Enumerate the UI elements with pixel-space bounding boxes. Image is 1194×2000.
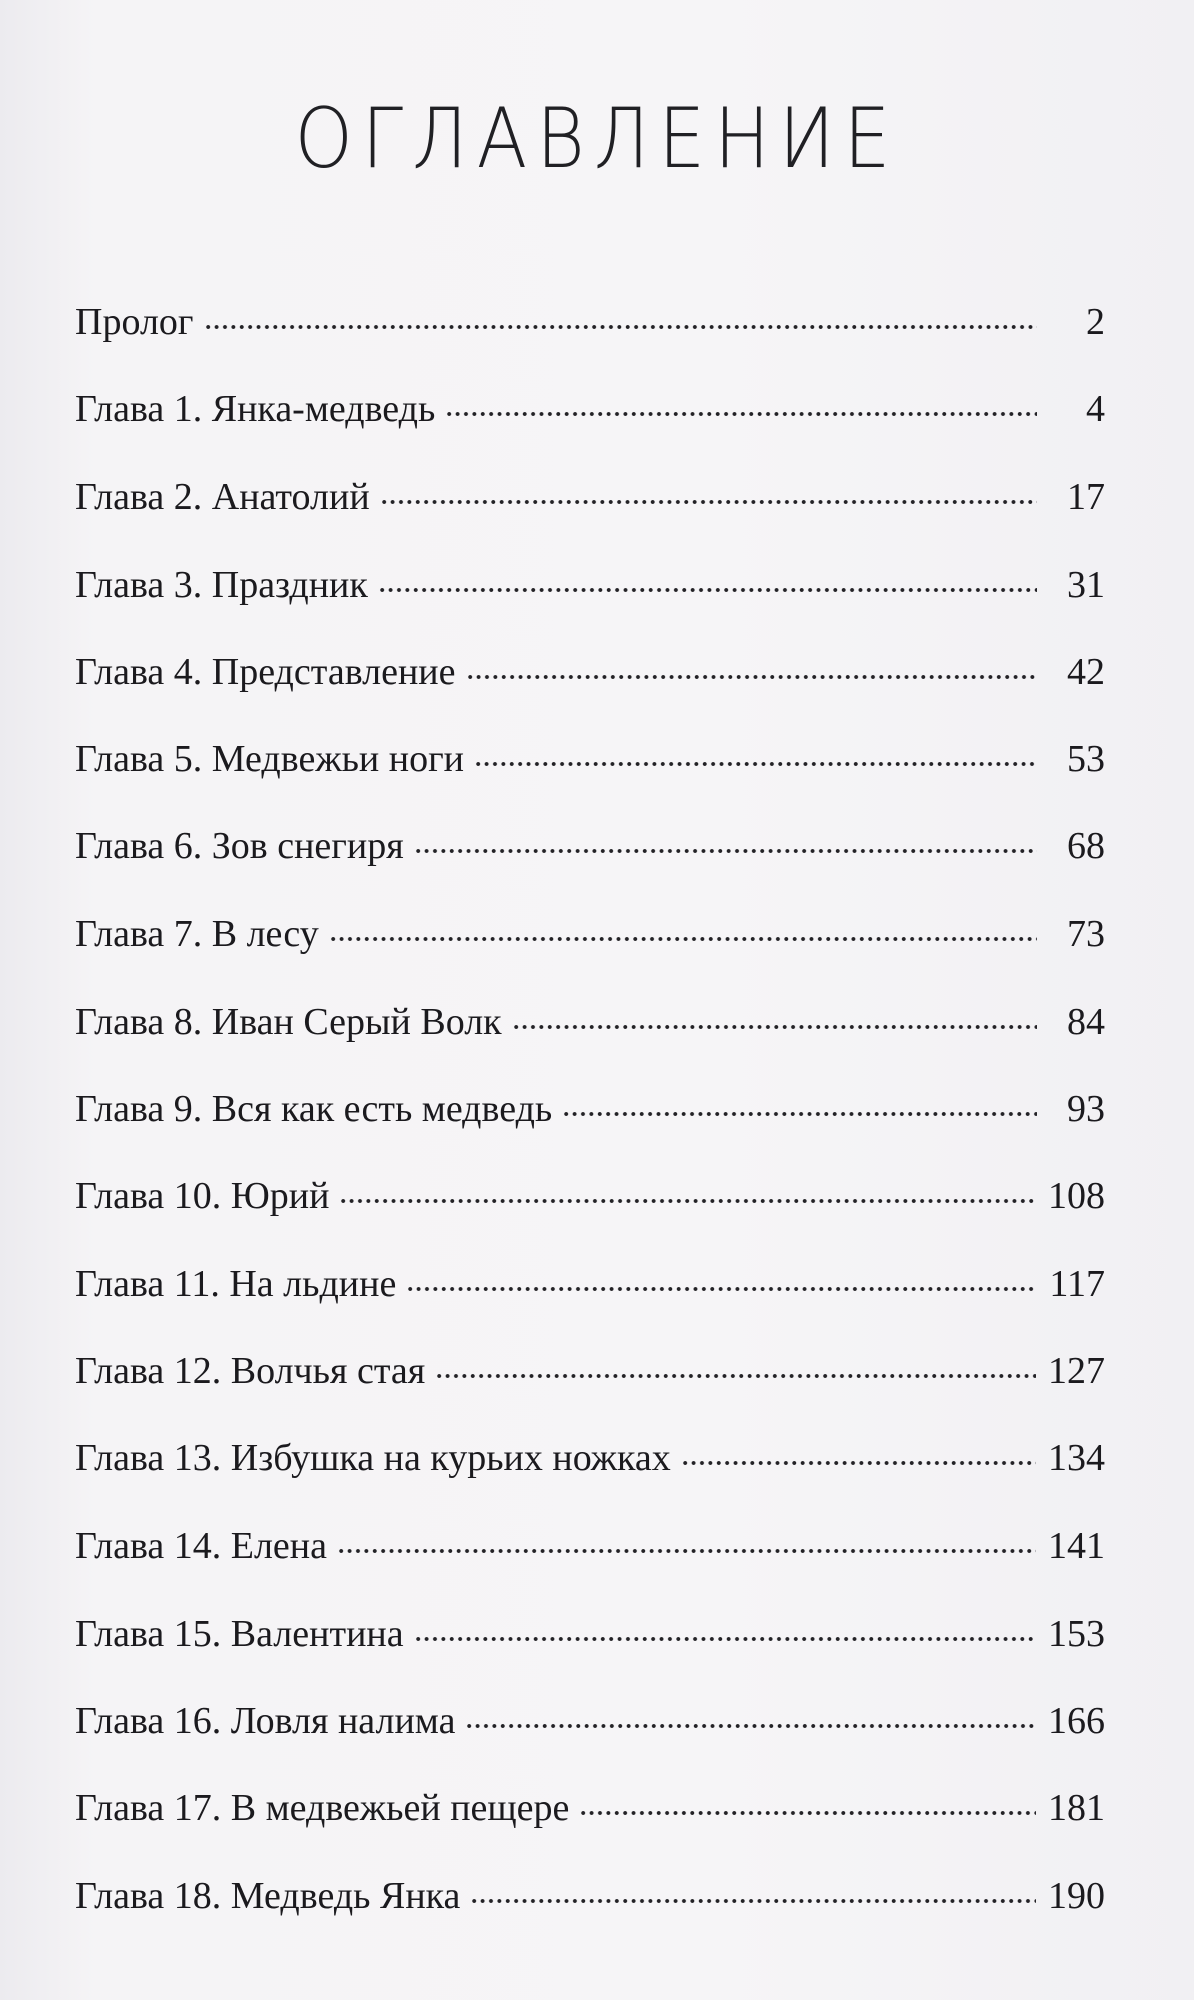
dot-leader [435, 1369, 1036, 1383]
toc-entry [75, 650, 1105, 710]
dot-leader [414, 844, 1037, 858]
toc-entry [75, 1000, 1105, 1060]
toc-page-number: 17 [1067, 476, 1105, 518]
toc-entry-title: Глава 17. В медвежьей пещере [75, 1787, 570, 1829]
toc-page-number: 31 [1067, 564, 1105, 606]
toc-page-number: 181 [1048, 1787, 1105, 1829]
toc-page-number: 141 [1048, 1525, 1105, 1567]
toc-entry-title: Глава 10. Юрий [75, 1175, 330, 1217]
toc-page-number: 93 [1067, 1088, 1105, 1130]
toc-entry-title: Глава 7. В лесу [75, 913, 319, 955]
toc-page-number: 190 [1048, 1875, 1105, 1917]
toc-entry-title: Глава 15. Валентина [75, 1613, 404, 1655]
toc-entry [75, 1349, 1105, 1409]
toc-entry [75, 737, 1105, 797]
dot-leader [337, 1544, 1036, 1558]
toc-page-number: 73 [1067, 913, 1105, 955]
toc-entry [75, 1524, 1105, 1584]
toc-entry [75, 563, 1105, 623]
dot-leader [204, 320, 1038, 334]
toc-entry [75, 300, 1105, 360]
toc-entry-title: Глава 3. Праздник [75, 564, 368, 606]
toc-entry-title: Глава 6. Зов снегиря [75, 825, 404, 867]
toc-page-number: 68 [1067, 825, 1105, 867]
toc-page-number: 108 [1048, 1175, 1105, 1217]
toc-page-number: 2 [1086, 301, 1105, 343]
toc-entry [75, 912, 1105, 972]
toc-entry [75, 1174, 1105, 1234]
toc-entry-title: Глава 5. Медвежьи ноги [75, 738, 464, 780]
dot-leader [378, 583, 1037, 597]
toc-entry-title: Глава 8. Иван Серый Волк [75, 1001, 502, 1043]
toc-entry-title: Глава 13. Избушка на курьих ножках [75, 1437, 671, 1479]
toc-entry [75, 1699, 1105, 1759]
toc-page-number: 84 [1067, 1001, 1105, 1043]
dot-leader [445, 407, 1037, 421]
dot-leader [339, 1194, 1036, 1208]
toc-entry [75, 1612, 1105, 1672]
toc-page-number: 153 [1048, 1613, 1105, 1655]
dot-leader [681, 1456, 1036, 1470]
dot-leader [329, 932, 1037, 946]
toc-page-number: 53 [1067, 738, 1105, 780]
toc-entry [75, 824, 1105, 884]
toc-page-number: 117 [1049, 1263, 1105, 1305]
toc-entry-title: Глава 11. На льдине [75, 1263, 397, 1305]
toc-page-number: 42 [1067, 651, 1105, 693]
toc-entry [75, 387, 1105, 447]
dot-leader [474, 757, 1037, 771]
toc-page-number: 166 [1048, 1700, 1105, 1742]
toc-entry-title: Пролог [75, 301, 194, 343]
toc-entry [75, 1087, 1105, 1147]
toc-entry-title: Глава 18. Медведь Янка [75, 1875, 461, 1917]
toc-entry-title: Глава 14. Елена [75, 1525, 327, 1567]
dot-leader [466, 670, 1037, 684]
toc-entry-title: Глава 2. Анатолий [75, 476, 370, 518]
toc-entry-title: Глава 4. Представление [75, 651, 456, 693]
toc-entry [75, 1436, 1105, 1496]
dot-leader [414, 1632, 1036, 1646]
toc-page-number: 127 [1048, 1350, 1105, 1392]
toc-entry [75, 1262, 1105, 1322]
dot-leader [465, 1719, 1036, 1733]
toc-entry-title: Глава 16. Ловля налима [75, 1700, 456, 1742]
toc-entry [75, 1786, 1105, 1846]
dot-leader [380, 495, 1037, 509]
dot-leader [562, 1107, 1037, 1121]
dot-leader [406, 1282, 1037, 1296]
toc-entry-title: Глава 12. Волчья стая [75, 1350, 426, 1392]
dot-leader [579, 1806, 1036, 1820]
toc-entry-title: Глава 1. Янка-медведь [75, 388, 436, 430]
dot-leader [470, 1894, 1036, 1908]
toc-entry [75, 1874, 1105, 1934]
toc-page-number: 4 [1086, 388, 1105, 430]
toc-page-number: 134 [1048, 1437, 1105, 1479]
page-title: ОГЛАВЛЕНИЕ [294, 90, 900, 188]
toc-entry [75, 475, 1105, 535]
dot-leader [512, 1020, 1037, 1034]
toc-entry-title: Глава 9. Вся как есть медведь [75, 1088, 553, 1130]
